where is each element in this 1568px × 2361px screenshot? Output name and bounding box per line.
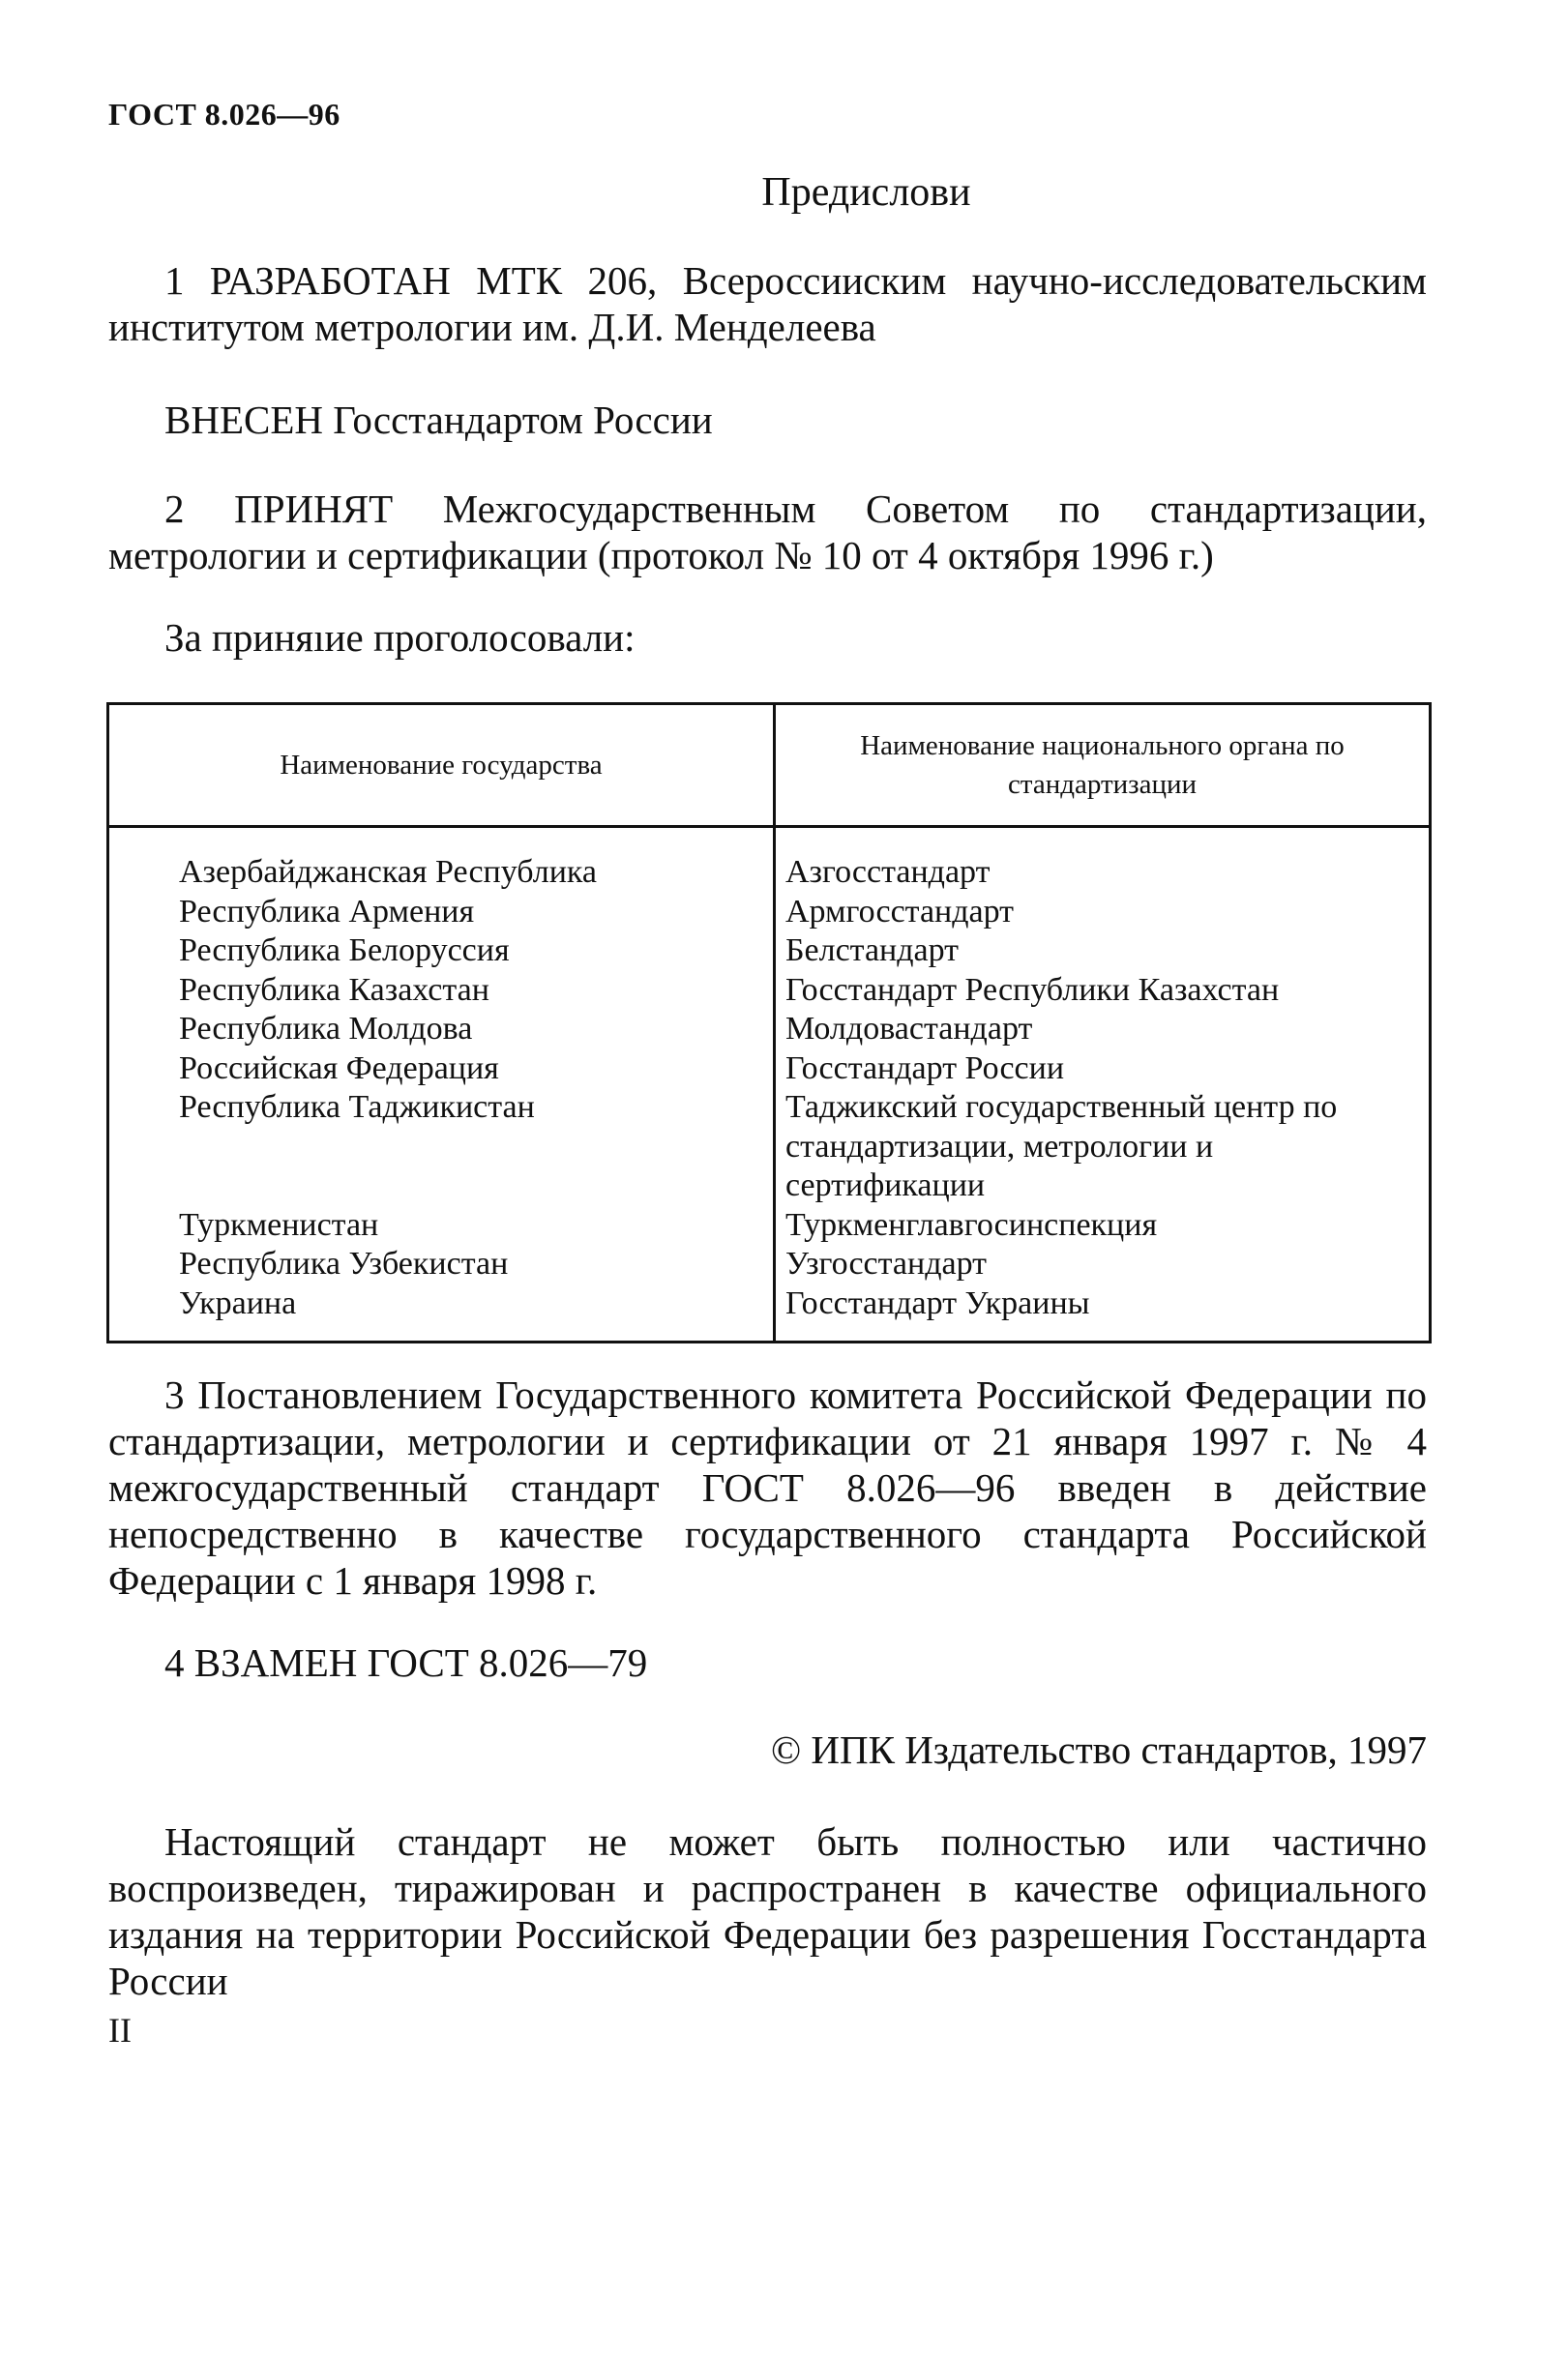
table-cell-org: Туркменглавгосинспекция xyxy=(785,1206,1158,1243)
voting-table xyxy=(106,702,1432,1343)
table-cell-state: Республика Казахстан xyxy=(179,971,489,1008)
table-cell-state: Туркменистан xyxy=(179,1206,379,1243)
org-column xyxy=(775,827,1431,1343)
paragraph-developed-text: 1 РАЗРАБОТАН МТК 206, Всероссииским научно-исследовательским институтом метрологии им. Д.И. Менделеева xyxy=(108,258,1427,349)
table-cell-state: Российская Федерация xyxy=(179,1049,499,1086)
table-header-state: Наименование государства xyxy=(108,704,775,827)
table-cell-org: Азгосстандарт xyxy=(785,854,991,890)
table-body-row xyxy=(108,827,1431,1343)
table-cell-state: Республика Армения xyxy=(179,893,475,930)
votes-intro-text: За приняıие проголосовали: xyxy=(164,615,636,660)
paragraph-replaces-text: 4 ВЗАМЕН ГОСТ 8.026—79 xyxy=(164,1640,648,1685)
paragraph-decree-text: 3 Постановлением Государственного комитета Российской Федерации по стандартизации, метрологии и сертификации от 21 января 1997 г. № 4 межгосударственный стандарт ГОСТ 8.026—96 введен в действие непосредственно в качестве государственного стандарта Российской Федерации с 1 января 1998 г. xyxy=(108,1372,1427,1603)
paragraph-adopted-text: 2 ПРИНЯТ Межгосударственным Советом по стандартизации, метрологии и сертификации (протокол № 10 от 4 октября 1996 г.) xyxy=(108,487,1427,577)
table-cell-org: Госстандарт Украины xyxy=(785,1284,1090,1321)
table-cell-org: Белстандарт xyxy=(785,932,960,968)
table-cell-org: Армгосстандарт xyxy=(785,893,1015,930)
page-number: II xyxy=(108,2011,132,2050)
table-cell-org: Молдовастандарт xyxy=(785,1011,1033,1047)
paragraph-introduced-text: ВНЕСЕН Госстандартом России xyxy=(164,398,713,442)
table-cell-org: Госстандарт России xyxy=(785,1049,1065,1086)
copyright-line: © ИПК Издательство стандартов, 1997 xyxy=(770,1727,1427,1772)
org-list xyxy=(776,828,1429,1341)
document-header: ГОСТ 8.026—96 xyxy=(108,97,340,132)
table-cell-state: Республика Молдова xyxy=(179,1011,473,1047)
paragraph-adopted xyxy=(108,486,1427,578)
paragraph-notice-text: Настоящий стандарт не может быть полностью или частично воспроизведен, тиражирован и распространен в качестве официального издания на территории Российской Федерации без разрешения Госстандарта России xyxy=(108,1819,1427,2003)
table-cell-org: Узгосстандарт xyxy=(785,1246,988,1282)
paragraph-decree xyxy=(108,1372,1427,1604)
paragraph-replaces xyxy=(108,1639,1427,1686)
state-column xyxy=(108,827,775,1343)
paragraph-developed xyxy=(108,257,1427,350)
table-cell-state: Украина xyxy=(179,1284,297,1321)
paragraph-votes-intro xyxy=(108,614,1427,661)
table-cell-state: Азербайджанская Республика xyxy=(179,854,598,890)
table-header-row xyxy=(108,704,1431,827)
paragraph-notice xyxy=(108,1818,1427,2004)
table-cell-org: Таджикский государственный центр по стандартизации, метрологии и сертификации xyxy=(785,1089,1338,1203)
table-header-org: Наименование национального органа по стандартизации xyxy=(775,704,1431,827)
table-cell-state: Республика Таджикистан xyxy=(179,1089,535,1125)
paragraph-introduced xyxy=(108,397,1427,443)
table-cell-state: Республика Белоруссия xyxy=(179,932,510,968)
section-title: Предислови xyxy=(761,170,971,215)
table-cell-state: Республика Узбекистан xyxy=(179,1246,509,1282)
state-list xyxy=(109,828,773,1341)
table-cell-org: Госстандарт Республики Казахстан xyxy=(785,971,1280,1008)
